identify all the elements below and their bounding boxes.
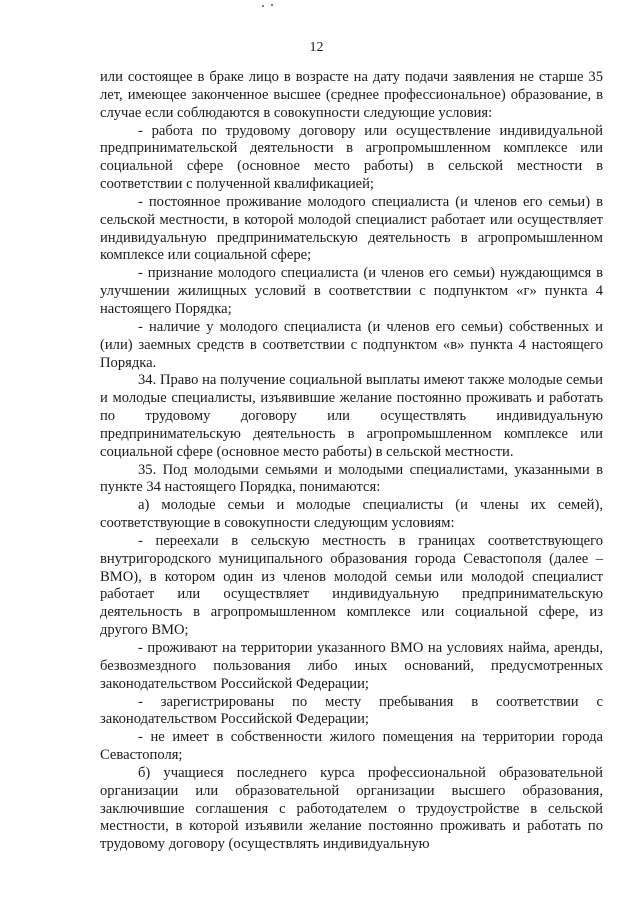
subclause-a: а) молодые семьи и молодые специалисты (и члены их семей), соответствующие в совокупности следующим условиям: [100, 497, 603, 532]
list-item-relocated: - переехали в сельскую местность в границах соответствующего внутригородского муниципального образования города Севастополя (далее – ВМО), в котором один из членов молодой семьи или молодой специалист работает или осуществляет индивидуальную предпринимательскую деятельность в агропромышленном комплексе или социальной сфере, из другого ВМО; [100, 532, 603, 639]
list-item-no-own-housing: - не имеет в собственности жилого помещения на территории города Севастополя; [100, 729, 603, 764]
list-item-work-condition: - работа по трудовому договору или осуществление индивидуальной предпринимательской деятельности в агропромышленном комплексе или социальной сфере (основное место работы) в сельской местности в соответствии с полученной квалификацией; [100, 122, 603, 193]
clause-35: 35. Под молодыми семьями и молодыми специалистами, указанными в пункте 34 настоящего Порядка, понимаются: [100, 461, 603, 496]
subclause-b: б) учащиеся последнего курса профессиональной образовательной организации или образовательной организации высшего образования, заключившие соглашения с работодателем о трудоустройстве в сельской местности, в которой изъявили желание постоянно проживать и работать по трудовому договору (осуществлять индивидуальную [100, 764, 603, 853]
clause-34: 34. Право на получение социальной выплаты имеют также молодые семьи и молодые специалисты, изъявившие желание постоянно проживать и работать по трудовому договору или осуществлять индивидуальную предпринимательскую деятельность в агропромышленном комплексе или социальной сфере (основное место работы) в сельской местности. [100, 372, 603, 460]
paragraph-continuation: или состоящее в браке лицо в возрасте на дату подачи заявления не старше 35 лет, имеющее законченное высшее (среднее профессиональное) образование, в случае если соблюдаются в совокупности следующие условия: [100, 69, 603, 121]
list-item-housing-need-condition: - признание молодого специалиста (и членов его семьи) нуждающимся в улучшении жилищных условий в соответствии с подпунктом «г» пункта 4 настоящего Порядка; [100, 265, 603, 317]
document-body [100, 69, 603, 854]
list-item-registered: - зарегистрированы по месту пребывания в соответствии с законодательством Российской Федерации; [100, 693, 603, 728]
list-item-own-funds-condition: - наличие у молодого специалиста (и членов его семьи) собственных и (или) заемных средств в соответствии с подпунктом «в» пункта 4 настоящего Порядка. [100, 318, 603, 371]
page-number: 12 [309, 40, 324, 55]
scan-specks [262, 4, 274, 8]
list-item-reside-on-territory: - проживают на территории указанного ВМО на условиях найма, аренды, безвозмездного пользования либо иных оснований, предусмотренных законодательством Российской Федерации; [100, 640, 603, 692]
list-item-residence-condition: - постоянное проживание молодого специалиста (и членов его семьи) в сельской местности, в которой молодой специалист работает или осуществляет индивидуальную предпринимательскую деятельность в агропромышленном комплексе или социальной сфере; [100, 193, 603, 264]
